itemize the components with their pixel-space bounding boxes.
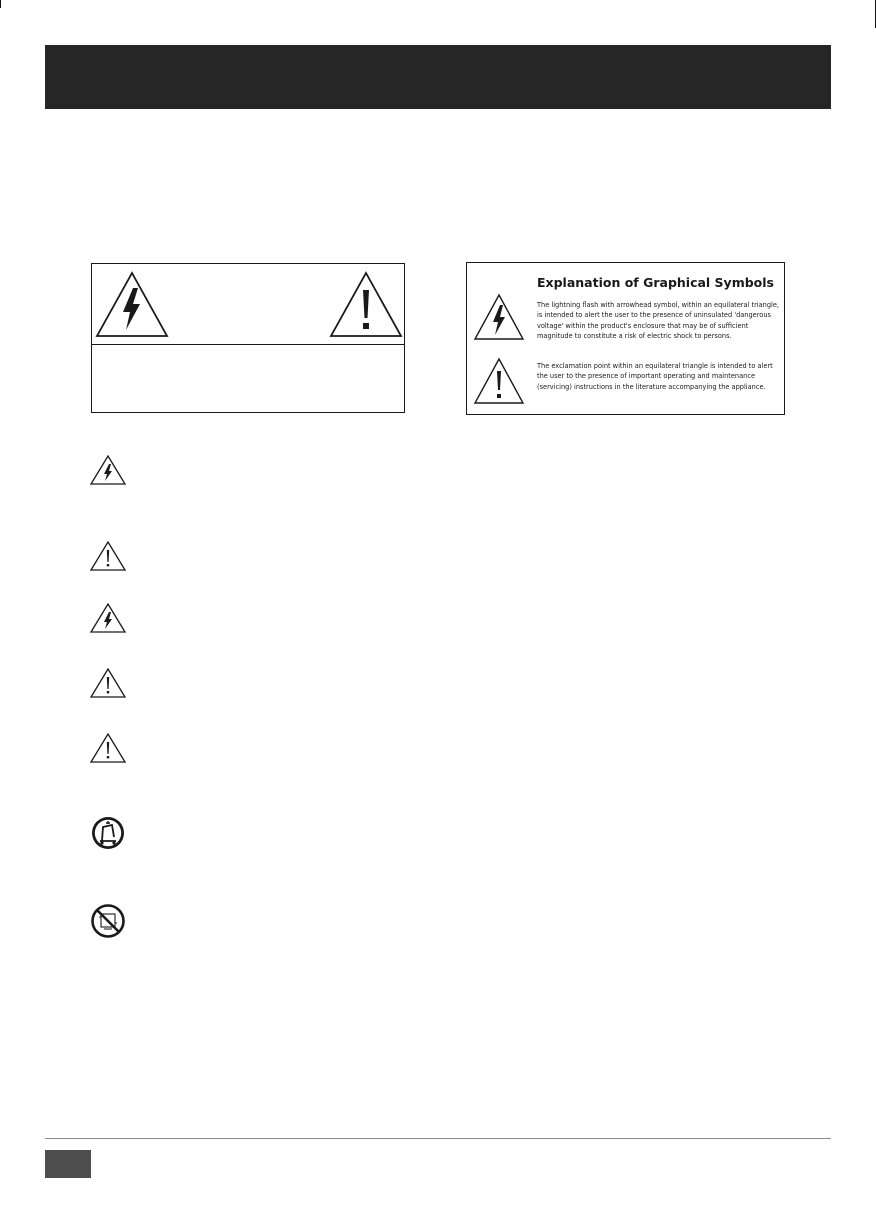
- explanation-title: Explanation of Graphical Symbols: [537, 275, 774, 290]
- page-number-tab: [45, 1150, 91, 1178]
- exclamation-explanation-text: The exclamation point within an equilateral triangle is intended to alert the user to the presence of important operating and maintenance (servicing) instructions in the literature accompanying the appliance.: [537, 362, 773, 391]
- lightning-triangle-icon: [90, 455, 126, 485]
- lightning-triangle-icon: [90, 603, 126, 633]
- footer-rule: [45, 1138, 831, 1139]
- no-wall-mount-icon: [90, 903, 126, 939]
- exclamation-triangle-icon: [90, 668, 126, 698]
- crop-mark: [0, 0, 1, 8]
- warning-label-divider: [92, 344, 404, 345]
- cart-tip-over-icon: [90, 815, 126, 851]
- exclamation-triangle-icon: [90, 733, 126, 763]
- lightning-triangle-icon: [473, 293, 525, 341]
- lightning-explanation-text: The lightning flash with arrowhead symbol, within an equilateral triangle, is intended to alert the user to the presence of uninsulated 'dangerous voltage' within the product's enclosure that may be of sufficient magnitude to constitute a risk of electric shock to persons.: [537, 301, 780, 340]
- exclamation-triangle-icon: [329, 270, 403, 338]
- exclamation-triangle-icon: [90, 541, 126, 571]
- lightning-triangle-icon: [95, 270, 169, 338]
- explanation-panel: [466, 262, 785, 415]
- warning-label-box: [91, 263, 405, 413]
- header-bar: [45, 45, 831, 109]
- warning-label-icons: [92, 264, 404, 344]
- exclamation-triangle-icon: [473, 357, 525, 405]
